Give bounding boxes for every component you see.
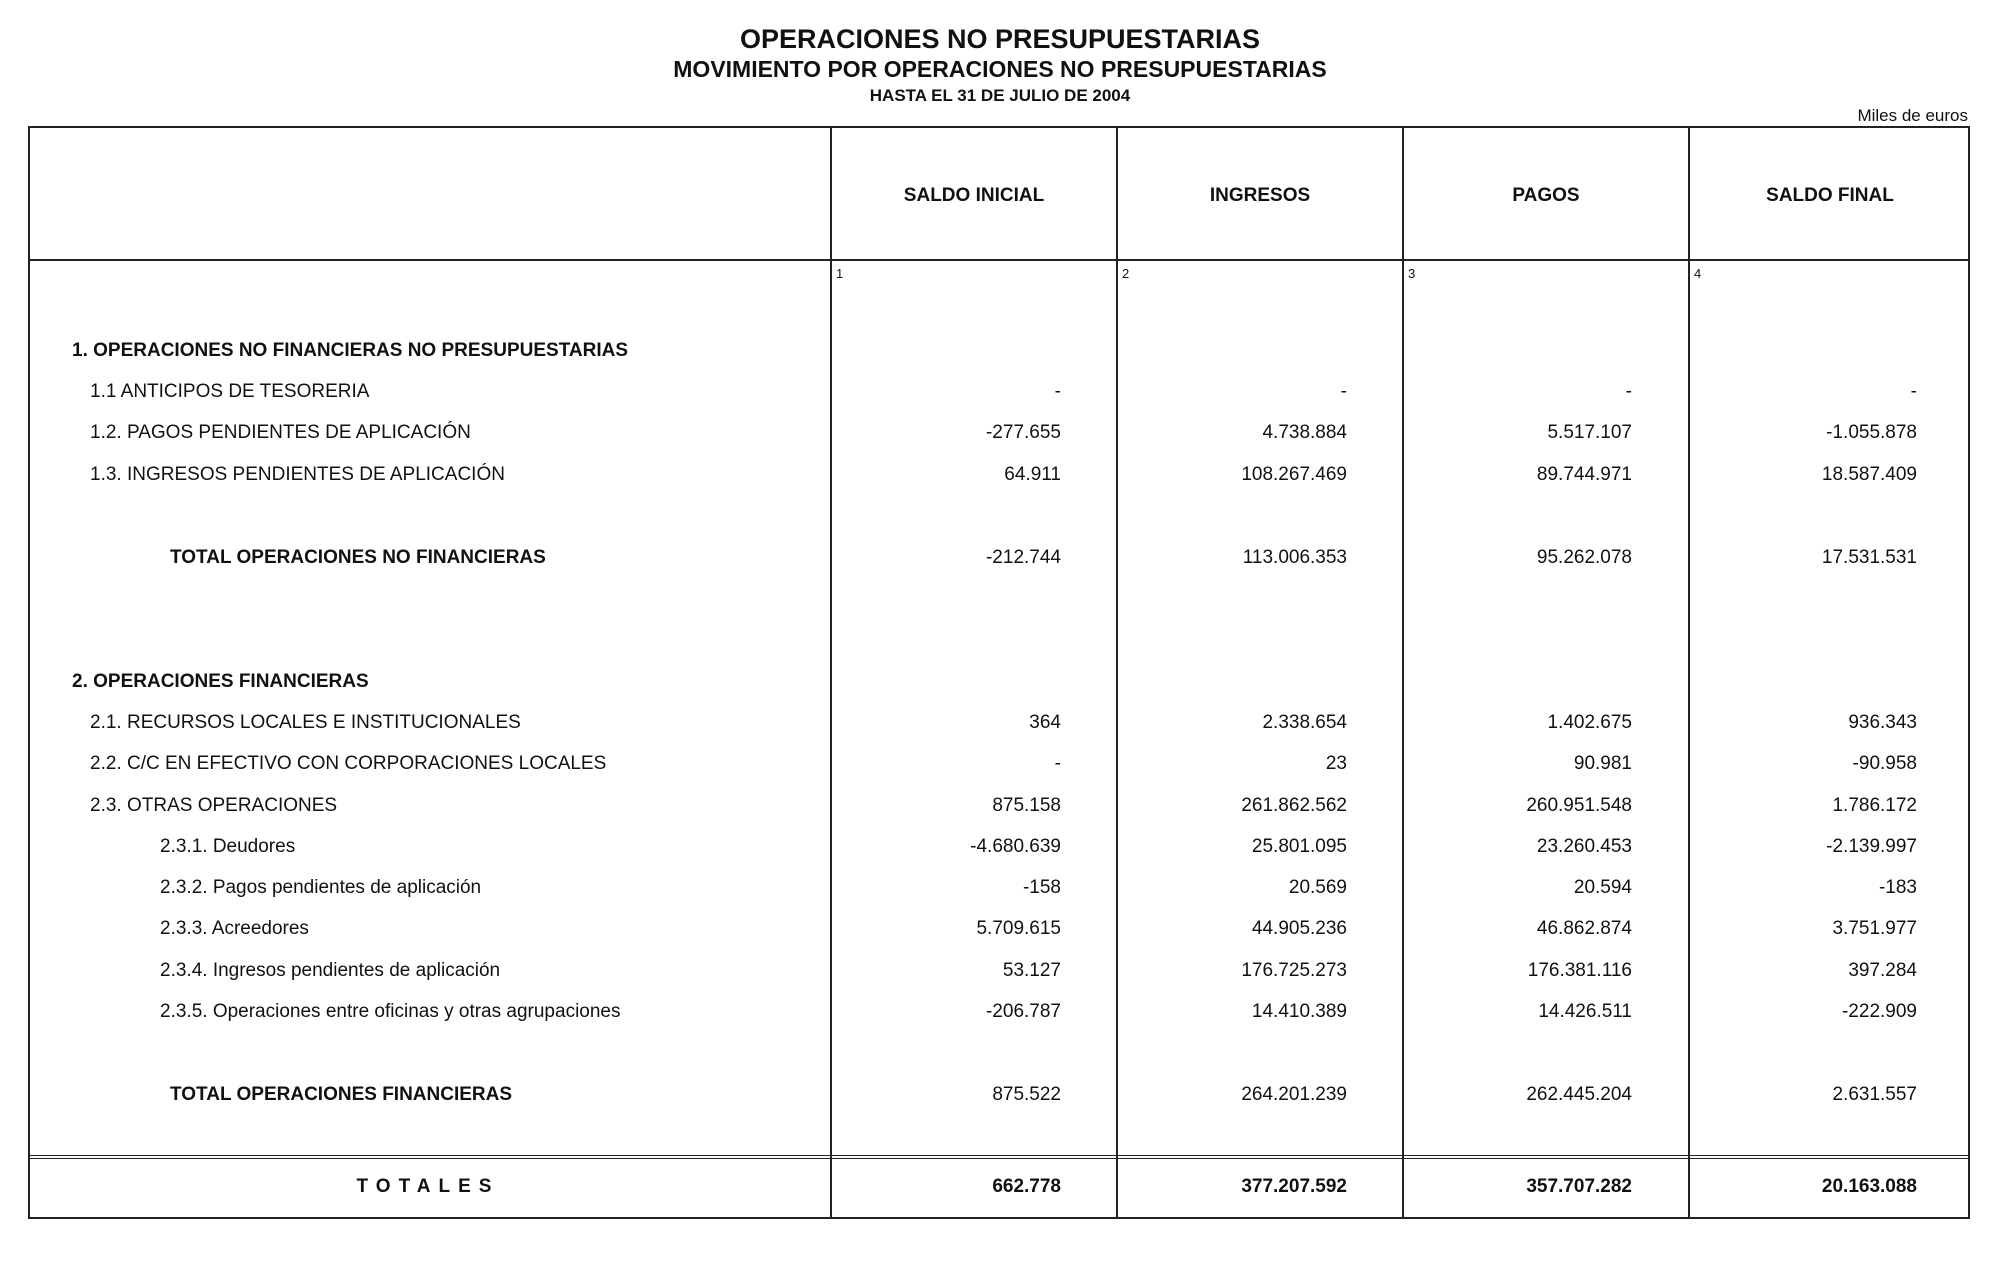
row-label: 2. OPERACIONES FINANCIERAS (72, 671, 369, 692)
cell-ingresos: 20.569 (1288, 877, 1347, 898)
table-row (28, 712, 1970, 742)
table-row (28, 877, 1970, 907)
cell-saldo-inicial: -158 (1022, 877, 1061, 898)
cell-pagos: 260.951.548 (1526, 795, 1632, 816)
row-label: 2.1. RECURSOS LOCALES E INSTITUCIONALES (90, 712, 521, 733)
cell-saldo-final: 936.343 (1848, 712, 1917, 733)
total-saldo-inicial: 662.778 (992, 1176, 1061, 1197)
cell-saldo-final: 397.284 (1848, 960, 1917, 981)
column-header-saldo-inicial: SALDO INICIAL (903, 185, 1045, 206)
row-label: 1.1 ANTICIPOS DE TESORERIA (90, 381, 370, 402)
section-heading-row (28, 340, 1970, 370)
cell-ingresos: - (1340, 381, 1347, 402)
totals-label: TOTALES (356, 1176, 500, 1197)
column-number: 3 (1408, 266, 1416, 281)
table-row (28, 960, 1970, 990)
row-label: TOTAL OPERACIONES NO FINANCIERAS (170, 547, 546, 568)
cell-pagos: - (1625, 381, 1632, 402)
row-label: 2.3.3. Acreedores (160, 918, 309, 939)
table-row (28, 381, 1970, 411)
subtotal-row (28, 547, 1970, 577)
cell-saldo-final: 2.631.557 (1832, 1084, 1917, 1105)
cell-saldo-inicial: -4.680.639 (970, 836, 1061, 857)
row-label: 2.3.4. Ingresos pendientes de aplicación (160, 960, 501, 981)
cell-saldo-final: 3.751.977 (1832, 918, 1917, 939)
row-label: 1.2. PAGOS PENDIENTES DE APLICACIÓN (90, 422, 471, 443)
cell-ingresos: 44.905.236 (1251, 918, 1347, 939)
report-date-line: HASTA EL 31 DE JULIO DE 2004 (869, 86, 1131, 105)
cell-ingresos: 113.006.353 (1242, 547, 1347, 568)
cell-saldo-final: 18.587.409 (1821, 464, 1917, 485)
cell-pagos: 90.981 (1573, 753, 1632, 774)
cell-pagos: 5.517.107 (1547, 422, 1632, 443)
table-row (28, 1001, 1970, 1031)
cell-saldo-inicial: 364 (1029, 712, 1061, 733)
row-label: 2.3.2. Pagos pendientes de aplicación (160, 877, 482, 898)
row-label: 2.3.5. Operaciones entre oficinas y otras agrupaciones (160, 1001, 621, 1022)
subtotal-row (28, 1084, 1970, 1114)
cell-saldo-final: 1.786.172 (1832, 795, 1917, 816)
column-header-saldo-final: SALDO FINAL (1766, 185, 1894, 206)
header-divider (28, 259, 1970, 261)
total-saldo-final: 20.163.088 (1821, 1176, 1917, 1197)
column-number: 1 (836, 266, 844, 281)
row-label: 2.2. C/C EN EFECTIVO CON CORPORACIONES LOCALES (90, 753, 607, 774)
cell-saldo-inicial: 53.127 (1002, 960, 1061, 981)
cell-pagos: 176.381.116 (1527, 960, 1632, 981)
table-row (28, 753, 1970, 783)
cell-saldo-final: -90.958 (1852, 753, 1917, 774)
cell-ingresos: 176.725.273 (1241, 960, 1347, 981)
row-label: TOTAL OPERACIONES FINANCIERAS (170, 1084, 513, 1105)
cell-saldo-final: -183 (1878, 877, 1917, 898)
cell-saldo-final: -222.909 (1841, 1001, 1917, 1022)
cell-saldo-inicial: - (1054, 753, 1061, 774)
cell-ingresos: 264.201.239 (1241, 1084, 1347, 1105)
cell-saldo-inicial: 64.911 (1004, 464, 1061, 485)
total-pagos: 357.707.282 (1526, 1176, 1632, 1197)
row-label: 2.3.1. Deudores (160, 836, 296, 857)
row-label: 1.3. INGRESOS PENDIENTES DE APLICACIÓN (90, 464, 505, 485)
cell-saldo-inicial: -206.787 (985, 1001, 1061, 1022)
cell-saldo-final: - (1910, 381, 1917, 402)
report-title: OPERACIONES NO PRESUPUESTARIAS (739, 24, 1261, 54)
column-header-ingresos: INGRESOS (1209, 185, 1311, 206)
table-row (28, 795, 1970, 825)
total-ingresos: 377.207.592 (1241, 1176, 1347, 1197)
cell-saldo-final: -2.139.997 (1826, 836, 1917, 857)
cell-pagos: 1.402.675 (1547, 712, 1632, 733)
totals-divider (28, 1155, 1970, 1159)
units-label: Miles de euros (1857, 106, 1968, 125)
cell-saldo-inicial: 5.709.615 (976, 918, 1061, 939)
cell-ingresos: 108.267.469 (1241, 464, 1347, 485)
section-heading-row (28, 671, 1970, 701)
cell-pagos: 14.426.511 (1538, 1001, 1632, 1022)
cell-pagos: 20.594 (1573, 877, 1632, 898)
table-row (28, 836, 1970, 866)
cell-ingresos: 261.862.562 (1241, 795, 1347, 816)
report-subtitle: MOVIMIENTO POR OPERACIONES NO PRESUPUESTARIAS (673, 56, 1327, 82)
column-header-pagos: PAGOS (1512, 185, 1580, 206)
cell-pagos: 262.445.204 (1526, 1084, 1632, 1105)
cell-saldo-final: 17.531.531 (1821, 547, 1917, 568)
totals-row (28, 1176, 1970, 1206)
cell-pagos: 89.744.971 (1536, 464, 1632, 485)
cell-pagos: 95.262.078 (1536, 547, 1632, 568)
cell-saldo-inicial: - (1054, 381, 1061, 402)
row-label: 2.3. OTRAS OPERACIONES (90, 795, 338, 816)
cell-ingresos: 14.410.389 (1251, 1001, 1347, 1022)
cell-ingresos: 23 (1325, 753, 1347, 774)
column-number: 2 (1122, 266, 1130, 281)
cell-saldo-final: -1.055.878 (1826, 422, 1917, 443)
table-row (28, 464, 1970, 494)
table-row (28, 918, 1970, 948)
cell-ingresos: 25.801.095 (1251, 836, 1347, 857)
cell-ingresos: 2.338.654 (1262, 712, 1347, 733)
table-row (28, 422, 1970, 452)
cell-ingresos: 4.738.884 (1262, 422, 1347, 443)
cell-pagos: 46.862.874 (1536, 918, 1632, 939)
cell-saldo-inicial: 875.158 (992, 795, 1061, 816)
cell-saldo-inicial: 875.522 (992, 1084, 1061, 1105)
column-number: 4 (1694, 266, 1702, 281)
row-label: 1. OPERACIONES NO FINANCIERAS NO PRESUPUESTARIAS (72, 340, 629, 361)
cell-pagos: 23.260.453 (1536, 836, 1632, 857)
cell-saldo-inicial: -212.744 (985, 547, 1061, 568)
cell-saldo-inicial: -277.655 (985, 422, 1061, 443)
